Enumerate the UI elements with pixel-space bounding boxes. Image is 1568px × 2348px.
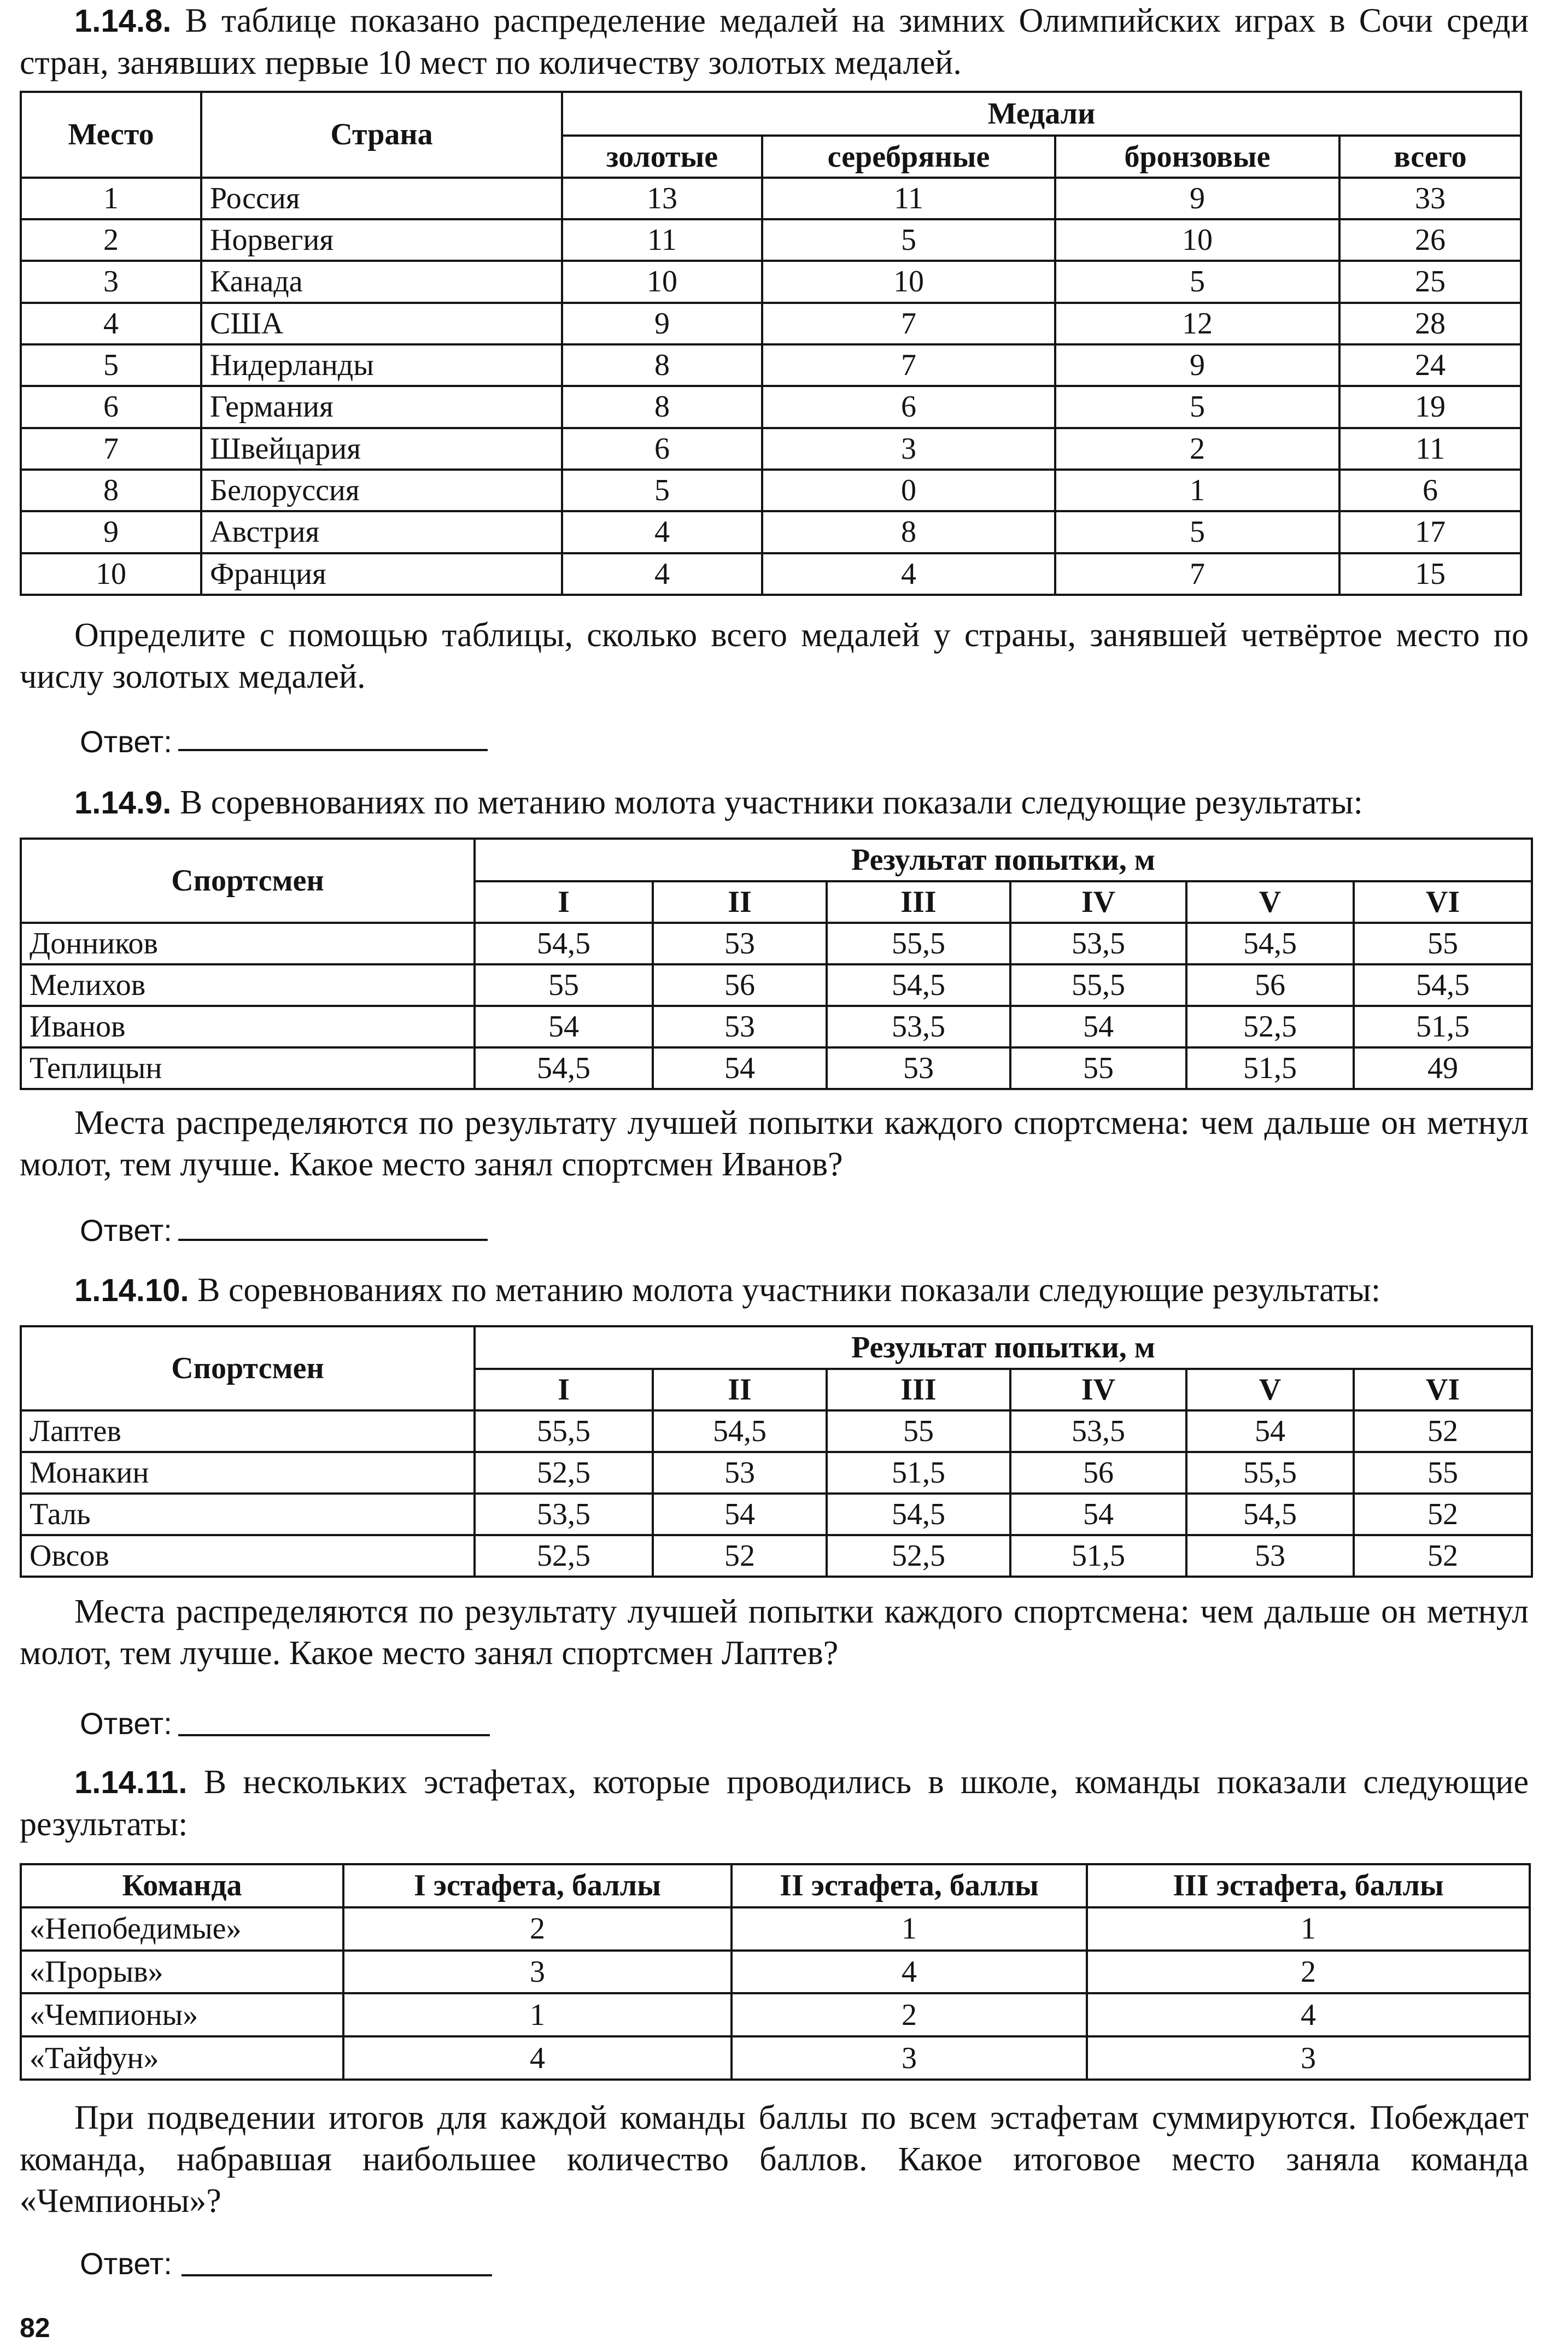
place-cell: 4 bbox=[21, 303, 201, 344]
attempt-cell: 54,5 bbox=[1354, 964, 1532, 1006]
team-cell: «Тайфун» bbox=[21, 2036, 343, 2080]
hammer-results-table-2 bbox=[20, 1325, 1533, 1578]
attempt-cell: 51,5 bbox=[1186, 1047, 1354, 1089]
country-cell: Нидерланды bbox=[201, 344, 562, 386]
header-bronze: бронзовые bbox=[1055, 136, 1339, 177]
team-cell: «Чемпионы» bbox=[21, 1993, 343, 2036]
attempt-cell: 54 bbox=[653, 1047, 827, 1089]
answer-label: Ответ: bbox=[80, 724, 172, 759]
attempt-cell: 52,5 bbox=[827, 1535, 1010, 1577]
task-text: В соревнованиях по метанию молота участники показали следующие результаты: bbox=[197, 1272, 1381, 1309]
attempt-cell: 55,5 bbox=[827, 923, 1010, 964]
gold-cell: 6 bbox=[562, 428, 762, 470]
bronze-cell: 7 bbox=[1055, 553, 1339, 595]
answer-line[interactable] bbox=[178, 1734, 490, 1736]
total-cell: 24 bbox=[1339, 344, 1521, 386]
relay-header-row bbox=[21, 1864, 1530, 1907]
task-1-14-8-intro bbox=[20, 0, 1529, 84]
table-row bbox=[21, 553, 1521, 595]
task-1-14-10-question: Места распределяются по результату лучшей попытки каждого спортсмена: чем дальше он метнул молот, тем лучше. Какое место занял спортсмен Лаптев? bbox=[20, 1593, 1529, 1672]
attempt-cell: 54,5 bbox=[827, 1494, 1010, 1535]
page-number: 82 bbox=[20, 2312, 50, 2343]
header-total: всего bbox=[1339, 136, 1521, 177]
place-cell: 5 bbox=[21, 344, 201, 386]
attempt-header: VI bbox=[1354, 881, 1532, 923]
silver-cell: 10 bbox=[762, 261, 1055, 302]
country-cell: США bbox=[201, 303, 562, 344]
score-cell: 3 bbox=[343, 1951, 732, 1994]
attempt-cell: 54 bbox=[1010, 1494, 1186, 1535]
header-team: Команда bbox=[21, 1864, 343, 1907]
table-row bbox=[21, 1452, 1532, 1494]
attempt-header: IV bbox=[1010, 1369, 1186, 1410]
attempt-cell: 52,5 bbox=[475, 1535, 653, 1577]
attempt-cell: 51,5 bbox=[827, 1452, 1010, 1494]
header-result: Результат попытки, м bbox=[475, 839, 1532, 881]
total-cell: 15 bbox=[1339, 553, 1521, 595]
header-relay: I эстафета, баллы bbox=[343, 1864, 732, 1907]
score-cell: 1 bbox=[732, 1907, 1087, 1951]
country-cell: Франция bbox=[201, 553, 562, 595]
attempt-header: II bbox=[653, 1369, 827, 1410]
attempt-cell: 54,5 bbox=[1186, 923, 1354, 964]
total-cell: 33 bbox=[1339, 178, 1521, 219]
task-1-14-11-intro bbox=[20, 1761, 1529, 1845]
athlete-cell: Донников bbox=[21, 923, 475, 964]
header-medals: Медали bbox=[562, 92, 1521, 136]
attempt-cell: 55,5 bbox=[1186, 1452, 1354, 1494]
gold-cell: 8 bbox=[562, 386, 762, 428]
header-place: Место bbox=[21, 92, 201, 178]
attempt-header: V bbox=[1186, 881, 1354, 923]
attempt-cell: 52,5 bbox=[1186, 1006, 1354, 1047]
silver-cell: 7 bbox=[762, 344, 1055, 386]
total-cell: 19 bbox=[1339, 386, 1521, 428]
attempt-cell: 53 bbox=[653, 1006, 827, 1047]
header-athlete: Спортсмен bbox=[21, 839, 475, 923]
task-text: В соревнованиях по метанию молота участники показали следующие результаты: bbox=[179, 784, 1363, 821]
table-row bbox=[21, 923, 1532, 964]
table-row bbox=[21, 1410, 1532, 1452]
score-cell: 4 bbox=[732, 1951, 1087, 1994]
gold-cell: 9 bbox=[562, 303, 762, 344]
attempt-cell: 54 bbox=[1010, 1006, 1186, 1047]
athlete-cell: Лаптев bbox=[21, 1410, 475, 1452]
attempt-cell: 54 bbox=[475, 1006, 653, 1047]
attempt-cell: 56 bbox=[1186, 964, 1354, 1006]
task-1-14-11-question: При подведении итогов для каждой команды баллы по всем эстафетам суммируются. Побеждает команда, набравшая наибольшее количество баллов. Какое итоговое место заняла команда «Чемпионы»? bbox=[20, 2099, 1529, 2220]
header-relay: II эстафета, баллы bbox=[732, 1864, 1087, 1907]
athlete-cell: Монакин bbox=[21, 1452, 475, 1494]
attempt-cell: 53,5 bbox=[475, 1494, 653, 1535]
table-row bbox=[21, 1006, 1532, 1047]
task-1-14-8-question: Определите с помощью таблицы, сколько всего медалей у страны, занявшей четвёртое место по числу золотых медалей. bbox=[20, 617, 1529, 695]
silver-cell: 11 bbox=[762, 178, 1055, 219]
attempt-cell: 55 bbox=[1010, 1047, 1186, 1089]
table-row bbox=[21, 1993, 1530, 2036]
attempt-cell: 51,5 bbox=[1010, 1535, 1186, 1577]
country-cell: Германия bbox=[201, 386, 562, 428]
place-cell: 6 bbox=[21, 386, 201, 428]
task-1-14-9-intro bbox=[20, 782, 1529, 824]
bronze-cell: 9 bbox=[1055, 178, 1339, 219]
task-number: 1.14.10. bbox=[74, 1273, 189, 1308]
attempt-cell: 52 bbox=[1354, 1494, 1532, 1535]
task-1-14-9-question: Места распределяются по результату лучшей попытки каждого спортсмена: чем дальше он метнул молот, тем лучше. Какое место занял спортсмен Иванов? bbox=[20, 1104, 1529, 1183]
header-result: Результат попытки, м bbox=[475, 1326, 1532, 1369]
header-silver: серебряные bbox=[762, 136, 1055, 177]
gold-cell: 11 bbox=[562, 219, 762, 261]
athlete-cell: Теплицын bbox=[21, 1047, 475, 1089]
score-cell: 2 bbox=[343, 1907, 732, 1951]
attempt-cell: 56 bbox=[1010, 1452, 1186, 1494]
score-cell: 2 bbox=[1087, 1951, 1530, 1994]
header-country: Страна bbox=[201, 92, 562, 178]
attempt-header: IV bbox=[1010, 881, 1186, 923]
country-cell: Россия bbox=[201, 178, 562, 219]
place-cell: 1 bbox=[21, 178, 201, 219]
score-cell: 4 bbox=[343, 2036, 732, 2080]
attempt-cell: 53 bbox=[653, 923, 827, 964]
country-cell: Австрия bbox=[201, 511, 562, 553]
attempt-cell: 54 bbox=[1186, 1410, 1354, 1452]
attempt-cell: 55 bbox=[827, 1410, 1010, 1452]
table-row bbox=[21, 1951, 1530, 1994]
gold-cell: 13 bbox=[562, 178, 762, 219]
table-row bbox=[21, 511, 1521, 553]
hammer-results-table-1 bbox=[20, 838, 1533, 1090]
relay-results-table bbox=[20, 1863, 1531, 2081]
attempt-cell: 53 bbox=[827, 1047, 1010, 1089]
attempt-header: II bbox=[653, 881, 827, 923]
attempt-cell: 55 bbox=[475, 964, 653, 1006]
medals-table bbox=[20, 91, 1522, 596]
total-cell: 6 bbox=[1339, 470, 1521, 511]
table-row bbox=[21, 470, 1521, 511]
attempt-cell: 54,5 bbox=[475, 1047, 653, 1089]
silver-cell: 6 bbox=[762, 386, 1055, 428]
athlete-cell: Овсов bbox=[21, 1535, 475, 1577]
header-athlete: Спортсмен bbox=[21, 1326, 475, 1410]
score-cell: 3 bbox=[1087, 2036, 1530, 2080]
score-cell: 4 bbox=[1087, 1993, 1530, 2036]
score-cell: 1 bbox=[1087, 1907, 1530, 1951]
gold-cell: 8 bbox=[562, 344, 762, 386]
task-number: 1.14.9. bbox=[74, 785, 172, 821]
score-cell: 2 bbox=[732, 1993, 1087, 2036]
gold-cell: 5 bbox=[562, 470, 762, 511]
attempt-cell: 51,5 bbox=[1354, 1006, 1532, 1047]
task-number: 1.14.11. bbox=[74, 1765, 188, 1800]
hammer-results-body-2 bbox=[21, 1410, 1532, 1577]
attempt-header: I bbox=[475, 1369, 653, 1410]
attempt-cell: 55 bbox=[1354, 1452, 1532, 1494]
attempt-cell: 56 bbox=[653, 964, 827, 1006]
athlete-cell: Таль bbox=[21, 1494, 475, 1535]
header-gold: золотые bbox=[562, 136, 762, 177]
gold-cell: 4 bbox=[562, 511, 762, 553]
total-cell: 11 bbox=[1339, 428, 1521, 470]
attempt-cell: 55 bbox=[1354, 923, 1532, 964]
table-row bbox=[21, 219, 1521, 261]
athlete-cell: Мелихов bbox=[21, 964, 475, 1006]
silver-cell: 7 bbox=[762, 303, 1055, 344]
silver-cell: 0 bbox=[762, 470, 1055, 511]
team-cell: «Прорыв» bbox=[21, 1951, 343, 1994]
attempt-cell: 52,5 bbox=[475, 1452, 653, 1494]
bronze-cell: 12 bbox=[1055, 303, 1339, 344]
relay-results-body bbox=[21, 1907, 1530, 2080]
bronze-cell: 9 bbox=[1055, 344, 1339, 386]
bronze-cell: 2 bbox=[1055, 428, 1339, 470]
table-row bbox=[21, 386, 1521, 428]
bronze-cell: 5 bbox=[1055, 511, 1339, 553]
answer-label: Ответ: bbox=[80, 1213, 172, 1248]
table-row bbox=[21, 303, 1521, 344]
place-cell: 8 bbox=[21, 470, 201, 511]
athlete-cell: Иванов bbox=[21, 1006, 475, 1047]
table-row bbox=[21, 1047, 1532, 1089]
place-cell: 9 bbox=[21, 511, 201, 553]
table-row bbox=[21, 178, 1521, 219]
gold-cell: 10 bbox=[562, 261, 762, 302]
task-text: В нескольких эстафетах, которые проводились в школе, команды показали следующие результаты: bbox=[20, 1764, 1529, 1843]
score-cell: 3 bbox=[732, 2036, 1087, 2080]
attempt-cell: 52 bbox=[653, 1535, 827, 1577]
attempt-cell: 49 bbox=[1354, 1047, 1532, 1089]
table-row bbox=[21, 1907, 1530, 1951]
answer-line[interactable] bbox=[182, 2274, 492, 2276]
attempt-cell: 52 bbox=[1354, 1410, 1532, 1452]
attempt-cell: 54,5 bbox=[653, 1410, 827, 1452]
answer-line[interactable] bbox=[178, 749, 488, 751]
medals-table-body bbox=[21, 178, 1521, 595]
silver-cell: 8 bbox=[762, 511, 1055, 553]
total-cell: 25 bbox=[1339, 261, 1521, 302]
answer-label: Ответ: bbox=[80, 1706, 172, 1741]
attempt-header: III bbox=[827, 881, 1010, 923]
attempt-cell: 54,5 bbox=[475, 923, 653, 964]
header-relay: III эстафета, баллы bbox=[1087, 1864, 1530, 1907]
table-row bbox=[21, 261, 1521, 302]
table-row bbox=[21, 428, 1521, 470]
table-row bbox=[21, 964, 1532, 1006]
silver-cell: 4 bbox=[762, 553, 1055, 595]
attempt-header: I bbox=[475, 881, 653, 923]
table-row bbox=[21, 2036, 1530, 2080]
bronze-cell: 5 bbox=[1055, 261, 1339, 302]
answer-label: Ответ: bbox=[80, 2246, 172, 2281]
bronze-cell: 10 bbox=[1055, 219, 1339, 261]
task-text: В таблице показано распределение медалей на зимних Олимпийских играх в Сочи среди стран, занявших первые 10 мест по количеству золотых медалей. bbox=[20, 2, 1529, 81]
hammer-results-body-1 bbox=[21, 923, 1532, 1089]
country-cell: Швейцария bbox=[201, 428, 562, 470]
attempt-cell: 53,5 bbox=[1010, 1410, 1186, 1452]
attempt-cell: 53,5 bbox=[827, 1006, 1010, 1047]
attempt-cell: 55,5 bbox=[1010, 964, 1186, 1006]
gold-cell: 4 bbox=[562, 553, 762, 595]
total-cell: 26 bbox=[1339, 219, 1521, 261]
place-cell: 3 bbox=[21, 261, 201, 302]
attempt-cell: 53 bbox=[1186, 1535, 1354, 1577]
attempt-cell: 53 bbox=[653, 1452, 827, 1494]
attempt-header: III bbox=[827, 1369, 1010, 1410]
task-1-14-10-intro bbox=[20, 1269, 1529, 1311]
attempt-header: V bbox=[1186, 1369, 1354, 1410]
bronze-cell: 5 bbox=[1055, 386, 1339, 428]
task-number: 1.14.8. bbox=[74, 3, 172, 39]
attempt-cell: 52 bbox=[1354, 1535, 1532, 1577]
silver-cell: 5 bbox=[762, 219, 1055, 261]
table-row bbox=[21, 1494, 1532, 1535]
country-cell: Канада bbox=[201, 261, 562, 302]
attempt-cell: 54,5 bbox=[827, 964, 1010, 1006]
table-row bbox=[21, 1535, 1532, 1577]
country-cell: Белоруссия bbox=[201, 470, 562, 511]
attempt-cell: 54,5 bbox=[1186, 1494, 1354, 1535]
bronze-cell: 1 bbox=[1055, 470, 1339, 511]
attempt-header: VI bbox=[1354, 1369, 1532, 1410]
place-cell: 7 bbox=[21, 428, 201, 470]
score-cell: 1 bbox=[343, 1993, 732, 2036]
attempt-cell: 53,5 bbox=[1010, 923, 1186, 964]
country-cell: Норвегия bbox=[201, 219, 562, 261]
total-cell: 17 bbox=[1339, 511, 1521, 553]
place-cell: 10 bbox=[21, 553, 201, 595]
team-cell: «Непобедимые» bbox=[21, 1907, 343, 1951]
place-cell: 2 bbox=[21, 219, 201, 261]
table-row bbox=[21, 344, 1521, 386]
attempt-cell: 55,5 bbox=[475, 1410, 653, 1452]
silver-cell: 3 bbox=[762, 428, 1055, 470]
total-cell: 28 bbox=[1339, 303, 1521, 344]
attempt-cell: 54 bbox=[653, 1494, 827, 1535]
answer-line[interactable] bbox=[178, 1239, 488, 1241]
